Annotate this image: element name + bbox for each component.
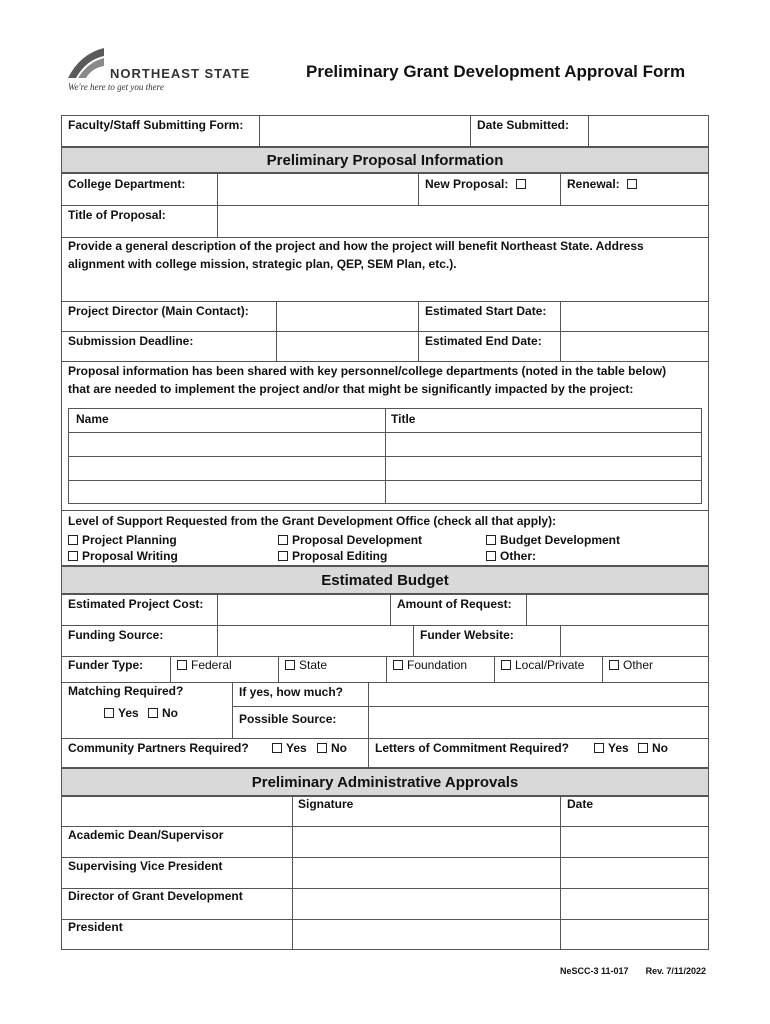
personnel-title-header: Title <box>391 412 416 426</box>
cost-field[interactable] <box>218 595 389 624</box>
date-submitted-label: Date Submitted: <box>477 118 570 132</box>
signature-field[interactable] <box>293 827 559 856</box>
cost-label: Estimated Project Cost: <box>68 597 204 611</box>
matching-yes[interactable]: Yes <box>104 706 139 720</box>
support-option-proposal-development[interactable]: Proposal Development <box>278 533 422 547</box>
new-proposal-checkbox[interactable] <box>516 179 526 189</box>
end-date-field[interactable] <box>561 332 708 360</box>
college-dept-field[interactable] <box>218 174 417 204</box>
approval-role: President <box>68 920 123 934</box>
date-field[interactable] <box>561 920 708 949</box>
deadline-field[interactable] <box>277 332 417 360</box>
signature-header: Signature <box>298 797 354 811</box>
community-no[interactable]: No <box>317 741 347 755</box>
request-field[interactable] <box>527 595 708 624</box>
revision: Rev. 7/11/2022 <box>645 966 706 976</box>
personnel-title-cell[interactable] <box>386 433 701 455</box>
possible-source-field[interactable] <box>369 707 708 737</box>
support-option-budget-development[interactable]: Budget Development <box>486 533 620 547</box>
support-label: Level of Support Requested from the Grant Development Office (check all that apply): <box>68 514 557 528</box>
funder-type-state[interactable]: State <box>285 658 327 672</box>
checkbox[interactable] <box>177 660 187 670</box>
approvals-heading: Preliminary Administrative Approvals <box>61 768 709 796</box>
renewal-checkbox[interactable] <box>627 179 637 189</box>
shared-text-line-2: that are needed to implement the project and/or that might be significantly impacted by the project: <box>68 382 634 396</box>
college-dept-label: College Department: <box>68 177 186 191</box>
support-option-proposal-editing[interactable]: Proposal Editing <box>278 549 387 563</box>
matching-label: Matching Required? <box>68 684 184 698</box>
logo <box>66 46 256 96</box>
logo-mark-icon <box>66 46 106 82</box>
approval-role: Director of Grant Development <box>68 889 243 903</box>
description-prompt-line-2: alignment with college mission, strategic plan, QEP, SEM Plan, etc.). <box>68 257 457 271</box>
renewal-label: Renewal: <box>567 177 641 191</box>
tagline: We're here to get you there <box>68 82 164 92</box>
checkbox[interactable] <box>278 535 288 545</box>
signature-field[interactable] <box>293 920 559 949</box>
request-label: Amount of Request: <box>397 597 512 611</box>
letters-label: Letters of Commitment Required? <box>375 741 570 755</box>
signature-field[interactable] <box>293 889 559 918</box>
possible-source-label: Possible Source: <box>239 712 337 726</box>
personnel-name-header: Name <box>76 412 109 426</box>
date-field[interactable] <box>561 827 708 856</box>
date-submitted-field[interactable] <box>589 116 708 146</box>
checkbox[interactable] <box>501 660 511 670</box>
community-yes[interactable]: Yes <box>272 741 307 755</box>
community-label: Community Partners Required? <box>68 741 249 755</box>
submitter-label: Faculty/Staff Submitting Form: <box>68 118 244 132</box>
funder-type-federal[interactable]: Federal <box>177 658 232 672</box>
start-date-field[interactable] <box>561 302 708 330</box>
approval-role: Supervising Vice President <box>68 859 223 873</box>
checkbox[interactable] <box>68 551 78 561</box>
description-prompt-line-1: Provide a general description of the project and how the project will benefit Northeast State. Address <box>68 239 644 253</box>
checkbox[interactable] <box>486 551 496 561</box>
checkbox[interactable] <box>68 535 78 545</box>
letters-yes[interactable]: Yes <box>594 741 629 755</box>
end-date-label: Estimated End Date: <box>425 334 542 348</box>
letters-no[interactable]: No <box>638 741 668 755</box>
approval-role: Academic Dean/Supervisor <box>68 828 224 842</box>
checkbox[interactable] <box>104 708 114 718</box>
personnel-title-cell[interactable] <box>386 457 701 479</box>
proposal-heading: Preliminary Proposal Information <box>61 147 709 173</box>
support-option-proposal-writing[interactable]: Proposal Writing <box>68 549 178 563</box>
funder-type-other[interactable]: Other <box>609 658 653 672</box>
deadline-label: Submission Deadline: <box>68 334 194 348</box>
date-field[interactable] <box>561 889 708 918</box>
checkbox[interactable] <box>317 743 327 753</box>
matching-no[interactable]: No <box>148 706 178 720</box>
date-field[interactable] <box>561 858 708 887</box>
checkbox[interactable] <box>594 743 604 753</box>
checkbox[interactable] <box>278 551 288 561</box>
funder-type-local-private[interactable]: Local/Private <box>501 658 584 672</box>
funder-type-label: Funder Type: <box>68 658 144 672</box>
director-field[interactable] <box>277 302 417 330</box>
checkbox[interactable] <box>148 708 158 718</box>
checkbox[interactable] <box>285 660 295 670</box>
start-date-label: Estimated Start Date: <box>425 304 547 318</box>
description-field[interactable] <box>62 274 708 300</box>
proposal-title-label: Title of Proposal: <box>68 208 166 222</box>
budget-heading: Estimated Budget <box>61 566 709 594</box>
signature-field[interactable] <box>293 858 559 887</box>
proposal-title-field[interactable] <box>218 206 708 236</box>
support-option-other[interactable]: Other: <box>486 549 536 563</box>
checkbox[interactable] <box>609 660 619 670</box>
funder-website-label: Funder Website: <box>420 628 514 642</box>
funding-source-label: Funding Source: <box>68 628 164 642</box>
checkbox[interactable] <box>638 743 648 753</box>
checkbox[interactable] <box>486 535 496 545</box>
date-header: Date <box>567 797 594 811</box>
funding-source-field[interactable] <box>218 626 412 655</box>
form-title: Preliminary Grant Development Approval Form <box>306 62 686 81</box>
how-much-field[interactable] <box>369 683 708 705</box>
funder-website-field[interactable] <box>561 626 708 655</box>
director-label: Project Director (Main Contact): <box>68 304 249 318</box>
how-much-label: If yes, how much? <box>239 685 344 699</box>
personnel-name-cell[interactable] <box>69 433 384 455</box>
checkbox[interactable] <box>393 660 403 670</box>
org-name: NORTHEAST STATE <box>110 66 251 81</box>
support-option-project-planning[interactable]: Project Planning <box>68 533 177 547</box>
submitter-field[interactable] <box>260 116 469 146</box>
funder-type-foundation[interactable]: Foundation <box>393 658 467 672</box>
footer <box>560 966 706 976</box>
shared-text-line-1: Proposal information has been shared with key personnel/college departments (noted in the table below) <box>68 364 667 378</box>
new-proposal-label: New Proposal: <box>425 177 530 191</box>
personnel-name-cell[interactable] <box>69 481 384 503</box>
checkbox[interactable] <box>272 743 282 753</box>
personnel-name-cell[interactable] <box>69 457 384 479</box>
form-number: NeSCC-3 11-017 <box>560 966 629 976</box>
personnel-title-cell[interactable] <box>386 481 701 503</box>
